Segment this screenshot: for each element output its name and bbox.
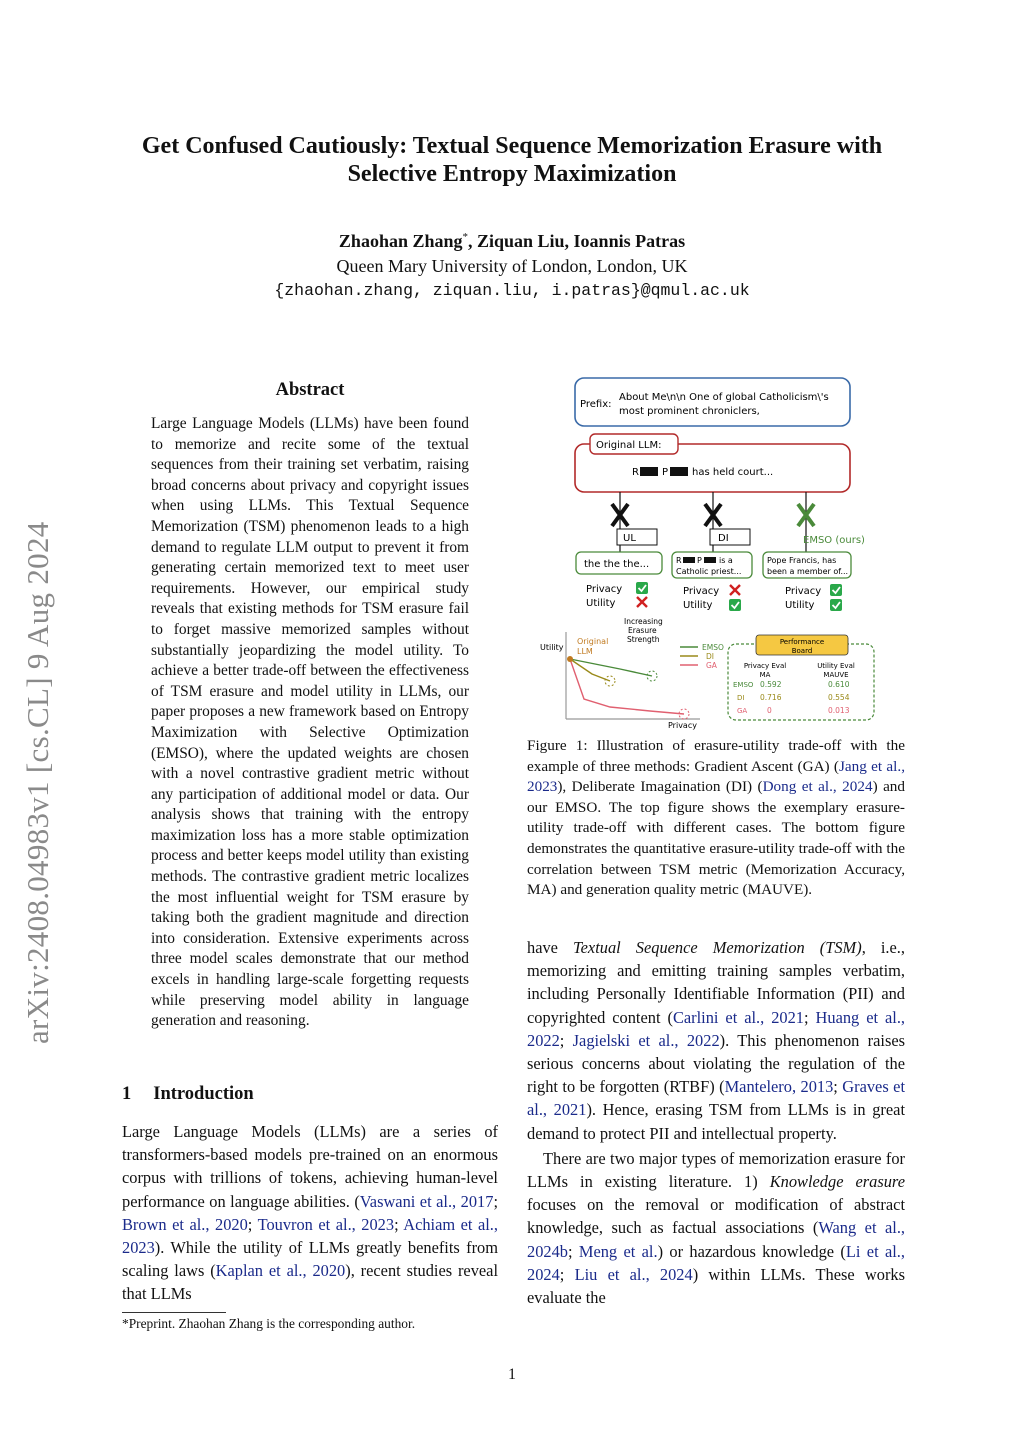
footnote: *Preprint. Zhaohan Zhang is the corresponding author. [122, 1316, 416, 1331]
out-ul: the the the... [584, 559, 650, 570]
out-di-1: is a [719, 556, 733, 565]
citation-link[interactable]: Liu et al., 2024 [574, 1264, 693, 1284]
citation-link[interactable]: Li et al., 2024 [527, 1241, 905, 1284]
body-text: ) within LLMs. These works evaluate the [527, 1264, 905, 1308]
method-di: DI [718, 533, 729, 544]
body-text: have [527, 938, 574, 957]
board-col2-2: MAUVE [823, 671, 849, 679]
board-row-mauve: 0.013 [828, 706, 850, 715]
citation-link[interactable]: Brown et al., 2020 [122, 1214, 248, 1234]
citation-link[interactable]: Jang et al., 2023 [527, 757, 905, 796]
right-column-body [527, 936, 905, 1309]
abstract-text: Large Language Models (LLMs) have been found to memorize and recite some of the textual sequences from their training set verbatim, raising broad concerns about privacy and copyright issues when using LLMs. This Textual Sequence Memorization (TSM) phenomenon leads to a high demand to regulate LLM output to prevent it from generating certain memorized text to meet user requirements. However, our empirical study reveals that existing methods for TSM erasure fail to forget massive memorized samples without substantially jeopardizing the model utility. To achieve a better trade-off between the effectiveness of TSM erasure and model utility in LLMs, our paper proposes a new framework based on Entropy Maximization with Selective Optimization (EMSO), where the updated weights are chosen with a novel contrastive gradient metric without any participation of additional model or data. Our analysis shows that training with the entropy maximization loss has a more stable optimization process and better keeps model utility than existing methods. The contrastive gradient metric localizes the most influential weight for TSM erasure by taking both the gradient magnitude and direction into consideration. Extensive experiments across three model scales demonstrate that our method excels in handling large-scale forgetting requests while preserving model ability in language generation and reasoning. [151, 415, 469, 1030]
board-title-2: Board [791, 647, 813, 655]
affiliation: Queen Mary University of London, London, UK [336, 256, 688, 276]
trade-off-curves [567, 656, 689, 719]
board-title-1: Performance [779, 638, 825, 646]
body-emphasis: Knowledge erasure [769, 1172, 905, 1192]
figure-1 [520, 374, 906, 730]
paragraph [527, 1147, 905, 1309]
out-di-2: Catholic priest... [676, 567, 742, 576]
ga-curve [570, 659, 684, 714]
figure-svg [520, 374, 906, 730]
prefix-text-1: About Me\n\n One of global Catholicism\'s [619, 392, 829, 403]
citation-link[interactable]: Meng et al. [578, 1241, 658, 1261]
redaction-block [670, 467, 688, 476]
citation-link[interactable]: Mantelero, 2013 [724, 1077, 834, 1097]
redacted-p: P [662, 467, 669, 478]
intro-text: Large Language Models (LLMs) are a series of transformers-based models pre-trained on an enormous corpus with trillions of tokens, achieving human-level performance on language abilities. ( [122, 1122, 498, 1211]
citation-link[interactable]: Graves et al., 2021 [527, 1077, 905, 1120]
board-col2-1: Utility Eval [817, 662, 855, 670]
intro-paragraph [122, 1120, 498, 1306]
plot-start-label-2: LLM [577, 647, 593, 656]
plot-y-label: Utility [540, 643, 564, 652]
citation-link[interactable]: Huang et al., 2022 [527, 1007, 906, 1050]
increasing-2: Erasure [628, 626, 657, 635]
increasing-1: Increasing [624, 617, 663, 626]
section-number: 1 [122, 1084, 132, 1104]
citation-link[interactable]: Achiam et al., 2023 [122, 1214, 499, 1258]
board-row-name: DI [737, 694, 745, 702]
body-text: ; [559, 1264, 575, 1284]
citation-link[interactable]: Kaplan et al., 2020 [215, 1261, 346, 1281]
caption-text: Figure 1: Illustration of erasure-utility trade-off with the example of three methods: Gradient Ascent (GA) ( [527, 737, 905, 775]
legend-emso: EMSO [702, 643, 724, 652]
out-emso-2: been a member of... [767, 567, 849, 576]
privacy-label: Privacy [785, 586, 822, 597]
author-first: Zhaohan Zhang [338, 231, 463, 251]
title-line-2: Selective Entropy Maximization [347, 161, 677, 187]
redaction-block [640, 467, 658, 476]
start-point [567, 656, 573, 662]
citation-link[interactable]: Touvron et al., 2023 [257, 1214, 395, 1234]
citation-link[interactable]: Vaswani et al., 2017 [359, 1191, 494, 1211]
original-llm-label: Original LLM: [596, 440, 662, 451]
board-col1-1: Privacy Eval [743, 662, 787, 670]
plot-start-label-1: Original [577, 637, 609, 646]
section-title: Introduction [153, 1084, 254, 1104]
check-icon [729, 599, 741, 611]
body-text: focuses on the removal or modification of abstract knowledge, such as factual associations ( [527, 1195, 905, 1238]
abstract-heading: Abstract [275, 380, 345, 400]
board-row-mauve: 0.554 [828, 693, 850, 702]
body-text: There are two major types of memorization erasure for LLMs in existing literature. 1) [527, 1148, 905, 1192]
body-emphasis: Textual Sequence Memorization (TSM) [573, 938, 862, 957]
redaction-block [704, 557, 716, 563]
original-output: has held court... [692, 467, 774, 478]
citation-link[interactable]: Jagielski et al., 2022 [572, 1030, 720, 1050]
body-text: ) or hazardous knowledge ( [657, 1241, 846, 1261]
check-icon [830, 584, 842, 596]
caption-text: ) and our EMSO. The top figure shows the exemplary erasure-utility trade-off with different cases. The bottom figure demonstrates the quantitative erasure-utility trade-off with the correlation between TSM metric (Memorization Accuracy, MA) and generation quality metric (MAUVE). [527, 778, 905, 899]
body-text: ; [804, 1007, 816, 1027]
utility-label: Utility [683, 600, 713, 611]
method-tag-di [710, 529, 750, 545]
author-rest: , Ziquan Liu, Ioannis Patras [468, 231, 686, 251]
privacy-label: Privacy [586, 584, 623, 595]
arxiv-stamp[interactable]: arXiv:2408.04983v1 [cs.CL] 9 Aug 2024 [20, 521, 55, 1044]
board-row-ma: 0.716 [760, 693, 782, 702]
author-mark: * [462, 231, 468, 243]
legend-di: DI [706, 652, 714, 661]
prefix-text-2: most prominent chroniclers, [619, 406, 760, 417]
intro-text: ), recent studies reveal that LLMs [122, 1261, 499, 1304]
cross-icon [730, 585, 740, 595]
legend-ga: GA [706, 661, 717, 670]
body-text: , i.e., memorizing and emitting training samples verbatim, including Personally Identifiable Information (PII) and copyrighted content ( [527, 938, 905, 1027]
intro-text: ). While the utility of LLMs greatly benefits from scaling laws ( [122, 1238, 498, 1281]
check-icon [830, 599, 842, 611]
paragraph [527, 936, 905, 1145]
redaction-block [683, 557, 695, 563]
intro-text: ; [247, 1214, 258, 1234]
board-col1-2: MA [759, 671, 771, 679]
board-row-name: GA [737, 707, 748, 715]
citation-link[interactable]: Carlini et al., 2021 [672, 1007, 804, 1027]
body-text: ; [833, 1077, 843, 1097]
body-text: ; [567, 1241, 579, 1261]
cross-icon [637, 597, 647, 607]
body-text: ). This phenomenon raises serious concerns about violating the regulation of the right to be forgotten (RTBF) ( [527, 1030, 905, 1097]
method-emso: EMSO (ours) [803, 535, 865, 546]
method-ul: UL [623, 533, 636, 544]
page-number: 1 [508, 1366, 516, 1383]
caption-text: ), Deliberate Imagaination (DI) ( [557, 778, 763, 796]
paper-title [90, 132, 934, 188]
authors [0, 231, 1024, 252]
board-row-mauve: 0.610 [828, 680, 850, 689]
body-text: ). Hence, erasing TSM from LLMs is in great demand to protect PII and intellectual property. [527, 1100, 905, 1143]
prefix-label: Prefix: [580, 399, 612, 410]
redacted-r: R [676, 556, 682, 565]
body-text: ; [559, 1030, 573, 1050]
privacy-label: Privacy [683, 586, 720, 597]
board-row-ma: 0.592 [760, 680, 782, 689]
citation-link[interactable]: Wang et al., 2024b [527, 1218, 906, 1261]
title-line-1: Get Confused Cautiously: Textual Sequence Memorization Erasure with [141, 133, 883, 159]
utility-label: Utility [586, 598, 616, 609]
intro-text: ; [394, 1214, 404, 1234]
utility-label: Utility [785, 600, 815, 611]
redacted-r: R [632, 467, 639, 478]
intro-text: ; [493, 1191, 498, 1211]
email: {zhaohan.zhang, ziquan.liu, i.patras}@qmul.ac.uk [274, 281, 750, 300]
footnote-rule [122, 1312, 226, 1313]
figure-caption [527, 736, 905, 901]
increasing-3: Strength [627, 635, 660, 644]
board-row-ma: 0 [767, 706, 772, 715]
check-icon [636, 582, 648, 594]
section-heading-introduction [122, 1084, 254, 1105]
out-emso-1: Pope Francis, has [767, 556, 837, 565]
citation-link[interactable]: Dong et al., 2024 [762, 778, 873, 796]
plot-x-label: Privacy [668, 721, 697, 730]
redacted-p: P [697, 556, 702, 565]
board-row-name: EMSO [733, 681, 754, 689]
